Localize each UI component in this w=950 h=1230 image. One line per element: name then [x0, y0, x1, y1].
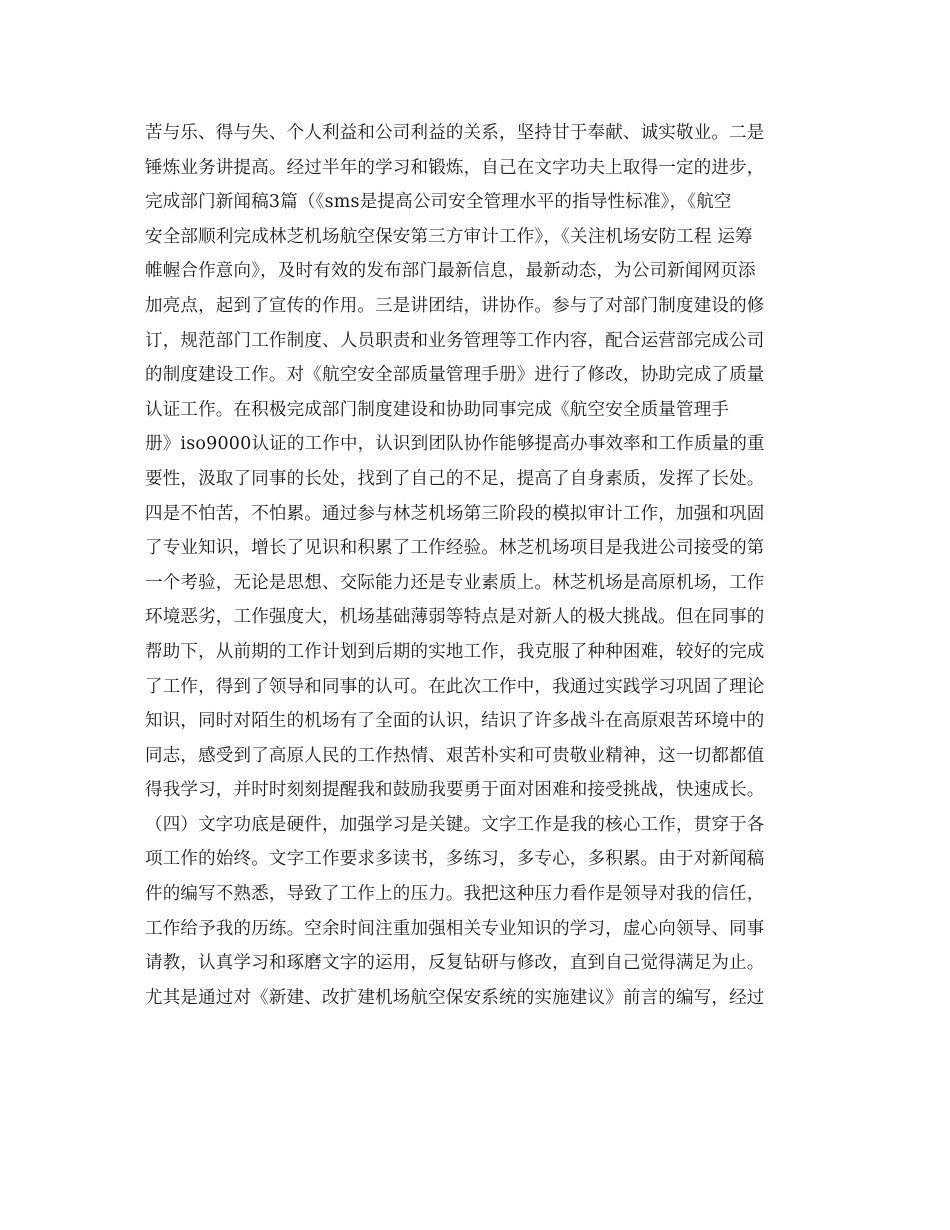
text-line: 帮助下，从前期的工作计划到后期的实地工作，我克服了种种困难，较好的完成 — [145, 641, 765, 662]
text-line: 环境恶劣，工作强度大，机场基础薄弱等特点是对新人的极大挑战。但在同事的 — [145, 607, 765, 628]
text-line: 苦与乐、得与失、个人利益和公司利益的关系，坚持甘于奉献、诚实敬业。二是 — [145, 123, 765, 143]
text-line: 订，规范部门工作制度、人员职责和业务管理等工作内容，配合运营部完成公司 — [145, 330, 765, 351]
text-line: 完成部门新闻稿3篇（《sms是提高公司安全管理水平的指导性标准》，《航空 — [145, 192, 732, 213]
text-line: 帷幄合作意向》，及时有效的发布部门最新信息，最新动态，为公司新闻网页添 — [145, 261, 756, 282]
text-line: （四）文字功底是硬件，加强学习是关键。文字工作是我的核心工作，贯穿于各 — [145, 814, 765, 835]
text-line: 一个考验，无论是思想、交际能力还是专业素质上。林芝机场是高原机场，工作 — [145, 572, 765, 593]
text-line: 知识，同时对陌生的机场有了全面的认识，结识了许多战斗在高原艰苦环境中的 — [145, 711, 765, 732]
text-line: 同志，感受到了高原人民的工作热情、艰苦朴实和可贵敬业精神，这一切都都值 — [145, 745, 765, 766]
text-line: 四是不怕苦，不怕累。通过参与林芝机场第三阶段的模拟审计工作，加强和巩固 — [145, 503, 765, 524]
text-line: 了专业知识，增长了见识和积累了工作经验。林芝机场项目是我进公司接受的第 — [145, 538, 765, 559]
text-line: 安全部顺利完成林芝机场航空保安第三方审计工作》，《关注机场安防工程 运筹 — [145, 226, 753, 247]
text-line: 工作给予我的历练。空余时间注重加强相关专业知识的学习，虚心向领导、同事 — [145, 918, 765, 939]
text-line: 件的编写不熟悉，导致了工作上的压力。我把这种压力看作是领导对我的信任， — [145, 884, 765, 905]
text-line: 要性，汲取了同事的长处，找到了自己的不足，提高了自身素质，发挥了长处。 — [145, 468, 765, 489]
text-line: 尤其是通过对《新建、改扩建机场航空保安系统的实施建议》前言的编写，经过 — [145, 987, 765, 1008]
text-line: 了工作，得到了领导和同事的认可。在此次工作中，我通过实践学习巩固了理论 — [145, 676, 765, 697]
text-line: 册》iso9000认证的工作中，认识到团队协作能够提高办事效率和工作质量的重 — [145, 434, 765, 455]
text-line: 项工作的始终。文字工作要求多读书，多练习，多专心，多积累。由于对新闻稿 — [145, 849, 765, 870]
body-text — [145, 116, 835, 1015]
text-line: 请教，认真学习和琢磨文字的运用，反复钻研与修改，直到自己觉得满足为止。 — [145, 953, 765, 974]
text-line: 锤炼业务讲提高。经过半年的学习和锻炼，自己在文字功夫上取得一定的进步， — [145, 157, 765, 178]
text-line: 得我学习，并时时刻刻提醒我和鼓励我要勇于面对困难和接受挑战，快速成长。 — [145, 780, 765, 801]
text-line: 认证工作。在积极完成部门制度建设和协助同事完成《航空安全质量管理手 — [145, 399, 730, 420]
text-line: 加亮点，起到了宣传的作用。三是讲团结，讲协作。参与了对部门制度建设的修 — [145, 295, 765, 316]
text-line: 的制度建设工作。对《航空安全部质量管理手册》进行了修改，协助完成了质量 — [145, 365, 765, 386]
